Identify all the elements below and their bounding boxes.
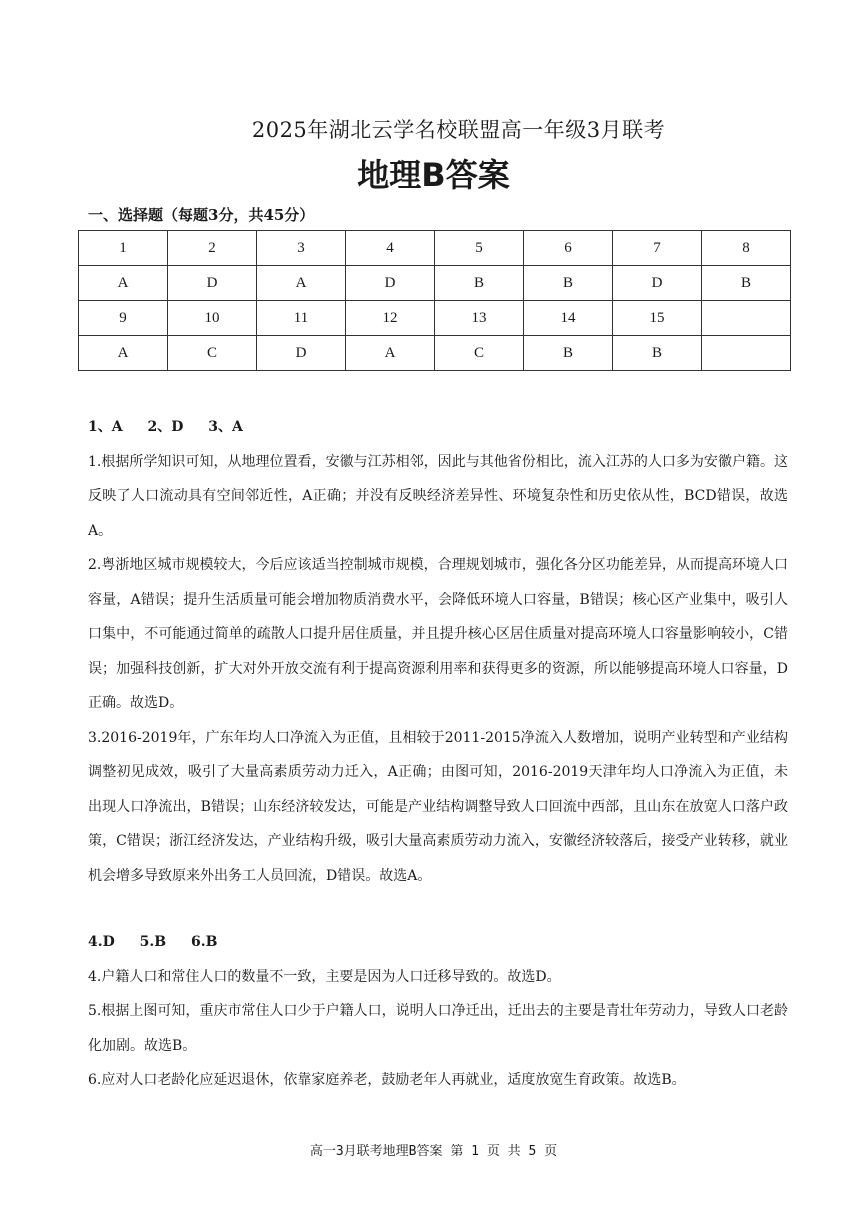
table-cell: 1 — [79, 231, 168, 266]
answer-group-heading: 1、A 2、D 3、A — [88, 419, 243, 435]
table-cell: A — [257, 266, 346, 301]
table-cell: C — [168, 336, 257, 371]
explanation-paragraph: 4.户籍人口和常住人口的数量不一致，主要是因为人口迁移导致的。故选D。 — [88, 968, 561, 985]
table-cell: 8 — [702, 231, 791, 266]
table-row-answers — [79, 336, 791, 371]
table-cell: C — [435, 336, 524, 371]
table-cell: D — [257, 336, 346, 371]
table-cell: 3 — [257, 231, 346, 266]
table-row-question-numbers — [79, 301, 791, 336]
explanation-paragraph: 2.粤浙地区城市规模较大，今后应该适当控制城市规模，合理规划城市，强化各分区功能差异，从而提高环境人口容量，A错误；提升生活质量可能会增加物质消费水平，会降低环境人口容量，B错误；核心区产业集中，吸引人口集中，不可能通过简单的疏散人口提升居住质量，并且提升核心区居住质量对提高环境人口容量影响较小，C错误；加强科技创新，扩大对外开放交流有利于提高资源利用率和获得更多的资源，所以能够提高环境人口容量，D正确。故选D。 — [88, 557, 788, 711]
page-footer: 高一3月联考地理B答案 第 1 页 共 5 页 — [309, 1144, 558, 1159]
table-cell: A — [79, 266, 168, 301]
table-cell: B — [435, 266, 524, 301]
section-heading: 一、选择题（每题3分，共45分） — [88, 206, 315, 224]
answer-table — [78, 230, 791, 371]
table-cell: 4 — [346, 231, 435, 266]
table-row-answers — [79, 266, 791, 301]
table-cell: 2 — [168, 231, 257, 266]
explanation-paragraph: 3.2016-2019年，广东年均人口净流入为正值，且相较于2011-2015净流入人数增加，说明产业转型和产业结构调整初见成效，吸引了大量高素质劳动力迁入，A正确；由图可知，2016-2019天津年均人口净流入为正值，未出现人口净流出，B错误；山东经济较发达，可能是产业结构调整导致人口回流中西部，且山东在放宽人口落户政策，C错误；浙江经济发达，产业结构升级，吸引大量高素质劳动力流入，安徽经济较落后，接受产业转移，就业机会增多导致原来外出务工人员回流，D错误。故选A。 — [88, 729, 788, 884]
table-cell: 5 — [435, 231, 524, 266]
explanation-paragraph: 1.根据所学知识可知，从地理位置看，安徽与江苏相邻，因此与其他省份相比，流入江苏的人口多为安徽户籍。这反映了人口流动具有空间邻近性，A正确；并没有反映经济差异性、环境复杂性和历史依从性，BCD错误，故选A。 — [88, 453, 788, 539]
table-cell: 6 — [524, 231, 613, 266]
table-cell: B — [524, 336, 613, 371]
table-cell — [702, 336, 791, 371]
explanations — [88, 410, 788, 1098]
table-cell: 7 — [613, 231, 702, 266]
table-cell: B — [613, 336, 702, 371]
table-cell: 15 — [613, 301, 702, 336]
table-cell: D — [168, 266, 257, 301]
table-cell: B — [702, 266, 791, 301]
table-cell: A — [346, 336, 435, 371]
exam-title: 2025年湖北云学名校联盟高一年级3月联考 — [251, 118, 666, 142]
table-cell: 12 — [346, 301, 435, 336]
table-cell: 9 — [79, 301, 168, 336]
table-cell — [702, 301, 791, 336]
subject-title: 地理B答案 — [357, 156, 510, 194]
answer-group-heading: 4.D 5.B 6.B — [88, 934, 218, 950]
table-row-question-numbers — [79, 231, 791, 266]
table-cell: B — [524, 266, 613, 301]
spacer — [88, 893, 788, 925]
table-cell: 10 — [168, 301, 257, 336]
explanation-paragraph: 5.根据上图可知，重庆市常住人口少于户籍人口，说明人口净迁出，迁出去的主要是青壮年劳动力，导致人口老龄化加剧。故选B。 — [88, 1003, 788, 1054]
table-cell: 14 — [524, 301, 613, 336]
table-cell: A — [79, 336, 168, 371]
table-cell: D — [346, 266, 435, 301]
table-cell: D — [613, 266, 702, 301]
explanation-paragraph: 6.应对人口老龄化应延迟退休，依靠家庭养老，鼓励老年人再就业，适度放宽生育政策。故选B。 — [88, 1072, 686, 1088]
table-cell: 13 — [435, 301, 524, 336]
table-cell: 11 — [257, 301, 346, 336]
